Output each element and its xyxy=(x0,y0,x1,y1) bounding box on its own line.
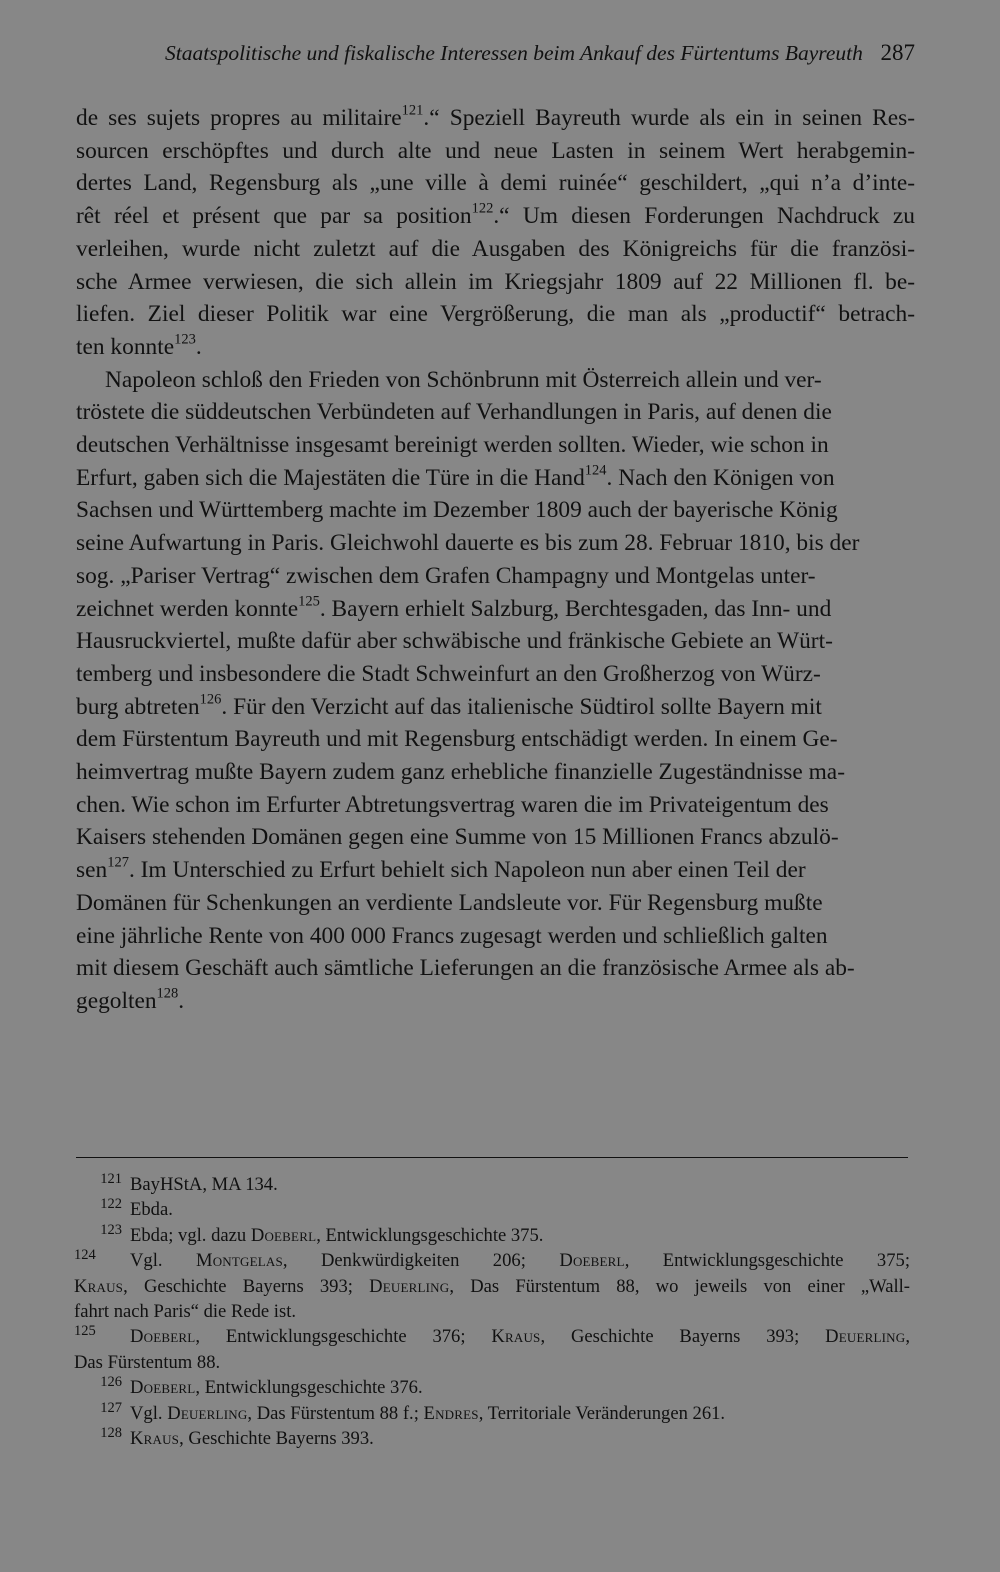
footnote-text: , xyxy=(905,1326,910,1348)
text-run: zeichnet werden konnte xyxy=(76,595,299,622)
footnote-separator xyxy=(76,1157,908,1158)
text-run: . xyxy=(178,987,185,1014)
footnote-text: , Entwicklungsgeschichte 376. xyxy=(195,1377,423,1399)
text-line: sog. „Pariser Vertrag“ zwischen dem Grafen Champagny und Montgelas unter- xyxy=(76,562,816,589)
text-line: liefen. Ziel dieser Politik war eine Vergrößerung, die man als „productif“ betrach- xyxy=(76,301,915,328)
footnote-author: Doeberl xyxy=(130,1377,196,1399)
text-line xyxy=(76,854,915,887)
footnote-number-text: 128 xyxy=(100,1424,122,1441)
footnote-author: Deuerling xyxy=(825,1326,906,1348)
footnote-line: Das Fürstentum 88. xyxy=(74,1351,221,1373)
main-text xyxy=(76,102,915,1018)
footnote-text: Ebda. xyxy=(130,1199,173,1221)
footnote-123 xyxy=(74,1223,910,1248)
text-line: seine Aufwartung in Paris. Gleichwohl dauerte es bis zum 28. Februar 1810, bis der xyxy=(76,530,860,557)
footnote-text: , Das Fürstentum 88, wo jeweils von einer „Wall- xyxy=(449,1275,910,1297)
text-line xyxy=(76,985,915,1018)
footnote-number-text: 126 xyxy=(100,1374,122,1390)
footnote-text: , Entwicklungsgeschichte 376; xyxy=(195,1326,492,1348)
text-line: Napoleon schloß den Frieden von Schönbrunn mit Österreich allein und ver- xyxy=(105,366,822,393)
text-line: sourcen erschöpftes und durch alte und neue Lasten in seinem Wert herabgemin- xyxy=(76,137,915,164)
footnote-125 xyxy=(74,1324,910,1375)
text-run: ten konnte xyxy=(76,333,175,360)
text-run: . Nach den Königen von xyxy=(606,464,835,491)
text-line xyxy=(76,200,915,233)
text-line: Sachsen und Württemberg machte im Dezember 1809 auch der bayerische König xyxy=(76,497,838,524)
text-run: . Im Unterschied zu Erfurt behielt sich Napoleon nun aber einen Teil der xyxy=(128,857,806,884)
footnote-author: Deuerling xyxy=(369,1275,450,1297)
footnote-line xyxy=(74,1324,910,1349)
text-line xyxy=(76,691,915,724)
footnote-number-text: 127 xyxy=(100,1399,122,1416)
footnote-number xyxy=(74,1401,130,1426)
text-line: Kaisers stehenden Domänen gegen eine Summe von 15 Millionen Francs abzulö- xyxy=(76,824,839,851)
footnote-author: Doeberl xyxy=(130,1326,196,1348)
text-run: burg abtreten xyxy=(76,693,200,720)
footnote-number-text: 122 xyxy=(100,1196,122,1213)
text-line: Hausruckviertel, mußte dafür aber schwäbische und fränkische Gebiete an Würt- xyxy=(76,628,833,655)
page-number: 287 xyxy=(880,40,915,65)
footnote-number xyxy=(74,1324,130,1349)
text-line: sche Armee verwiesen, die sich allein im Kriegsjahr 1809 auf 22 Millionen fl. be- xyxy=(76,268,915,295)
footnote-number xyxy=(74,1172,130,1197)
text-run: . Für den Verzicht auf das italienische Südtirol sollte Bayern mit xyxy=(221,693,822,720)
footnote-ref-126: 126 xyxy=(199,691,222,708)
text-line xyxy=(76,102,915,135)
text-line: eine jährliche Rente von 400 000 Francs zugesagt werden und schließlich galten xyxy=(76,922,828,949)
footnote-ref-128: 128 xyxy=(156,985,179,1002)
footnote-number xyxy=(74,1375,130,1400)
footnote-number xyxy=(74,1426,130,1451)
footnote-ref-127: 127 xyxy=(107,854,129,871)
footnote-ref-122: 122 xyxy=(471,200,494,217)
text-line: chen. Wie schon im Erfurter Abtretungsvertrag waren die im Privateigentum des xyxy=(76,791,829,818)
footnote-author: Deuerling xyxy=(167,1402,248,1424)
text-line xyxy=(76,462,915,495)
footnote-text: , Entwicklungsgeschichte 375. xyxy=(316,1224,544,1246)
footnote-author: Doeberl xyxy=(559,1250,625,1272)
footnote-author: Doeberl xyxy=(250,1224,317,1246)
footnote-ref-125: 125 xyxy=(298,593,320,610)
text-run: . xyxy=(195,333,202,360)
text-run: .“ Speziell Bayreuth wurde als ein in seinen Res- xyxy=(423,105,915,131)
footnotes xyxy=(74,1172,910,1451)
text-line: dertes Land, Regensburg als „une ville à demi ruinée“ geschildert, „qui n’a d’inte- xyxy=(76,170,915,197)
text-line: tröstete die süddeutschen Verbündeten auf Verhandlungen in Paris, auf denen die xyxy=(76,399,832,426)
text-run: . Bayern erhielt Salzburg, Berchtesgaden, das Inn- und xyxy=(319,595,832,622)
footnote-line: fahrt nach Paris“ die Rede ist. xyxy=(74,1301,297,1323)
paragraph-1 xyxy=(76,102,915,364)
footnote-number xyxy=(74,1223,130,1248)
footnote-text: BayHStA, MA 134. xyxy=(130,1174,278,1195)
footnote-number-text: 123 xyxy=(100,1221,122,1238)
footnote-text: , Denkwürdigkeiten 206; xyxy=(282,1250,560,1272)
text-line: deutschen Verhältnisse insgesamt bereinigt werden sollten. Wieder, wie schon in xyxy=(76,432,829,459)
text-line: Domänen für Schenkungen an verdiente Landsleute vor. Für Regensburg mußte xyxy=(76,889,823,916)
footnote-author: Montgelas xyxy=(195,1250,283,1272)
page-header xyxy=(165,36,915,70)
footnote-text: , Entwicklungsgeschichte 375; xyxy=(624,1250,910,1272)
footnote-122 xyxy=(74,1197,910,1222)
footnote-line xyxy=(74,1274,910,1299)
footnote-126 xyxy=(74,1375,910,1400)
footnote-number xyxy=(74,1248,130,1273)
footnote-text: , Geschichte Bayerns 393; xyxy=(540,1326,826,1348)
footnote-number-text: 121 xyxy=(100,1170,122,1187)
footnote-text: , Das Fürstentum 88 f.; xyxy=(247,1402,424,1424)
text-line: mit diesem Geschäft auch sämtliche Lieferungen an die französische Armee als ab- xyxy=(76,955,855,982)
footnote-text: Vgl. xyxy=(130,1402,168,1424)
footnote-121 xyxy=(74,1172,910,1197)
text-run: rêt réel et présent que par sa position xyxy=(76,203,472,230)
text-line: temberg und insbesondere die Stadt Schweinfurt an den Großherzog von Würz- xyxy=(76,660,821,687)
footnote-author: Kraus xyxy=(491,1326,541,1348)
text-run: sen xyxy=(76,857,108,884)
text-line: verleihen, wurde nicht zuletzt auf die Ausgaben des Königreichs für die französi- xyxy=(76,235,915,262)
footnote-text: Vgl. xyxy=(130,1250,196,1272)
text-line xyxy=(76,331,915,364)
footnote-number xyxy=(74,1197,130,1222)
footnote-128 xyxy=(74,1426,910,1451)
footnote-author: Kraus xyxy=(74,1275,124,1297)
footnote-author: Endres xyxy=(423,1402,479,1424)
footnote-number-text: 124 xyxy=(74,1246,96,1263)
text-run: .“ Um diesen Forderungen Nachdruck zu xyxy=(493,203,915,230)
footnote-line xyxy=(74,1248,910,1273)
paragraph-2 xyxy=(76,364,915,1018)
text-line xyxy=(76,593,915,626)
footnote-ref-123: 123 xyxy=(174,331,196,348)
text-line: heimvertrag mußte Bayern zudem ganz erhebliche finanzielle Zugeständnisse ma- xyxy=(76,759,845,786)
footnote-number-text: 125 xyxy=(74,1323,96,1340)
footnote-text: , Territoriale Veränderungen 261. xyxy=(478,1402,726,1424)
footnote-ref-121: 121 xyxy=(401,102,424,119)
footnote-ref-124: 124 xyxy=(584,462,607,479)
running-title: Staatspolitische und fiskalische Interessen beim Ankauf des Fürtentums Bayreuth xyxy=(165,41,863,65)
footnote-text: Ebda; vgl. dazu xyxy=(130,1224,251,1246)
footnote-124 xyxy=(74,1248,910,1324)
footnote-author: Kraus xyxy=(130,1428,180,1450)
footnote-text: , Geschichte Bayerns 393; xyxy=(123,1275,370,1297)
footnote-text: , Geschichte Bayerns 393. xyxy=(179,1428,374,1450)
text-run: Erfurt, gaben sich die Majestäten die Türe in die Hand xyxy=(76,464,585,491)
text-run: de ses sujets propres au militaire xyxy=(76,105,402,131)
footnote-127 xyxy=(74,1401,910,1426)
text-line: dem Fürstentum Bayreuth und mit Regensburg entschädigt werden. In einem Ge- xyxy=(76,726,838,753)
text-run: gegolten xyxy=(76,987,157,1014)
